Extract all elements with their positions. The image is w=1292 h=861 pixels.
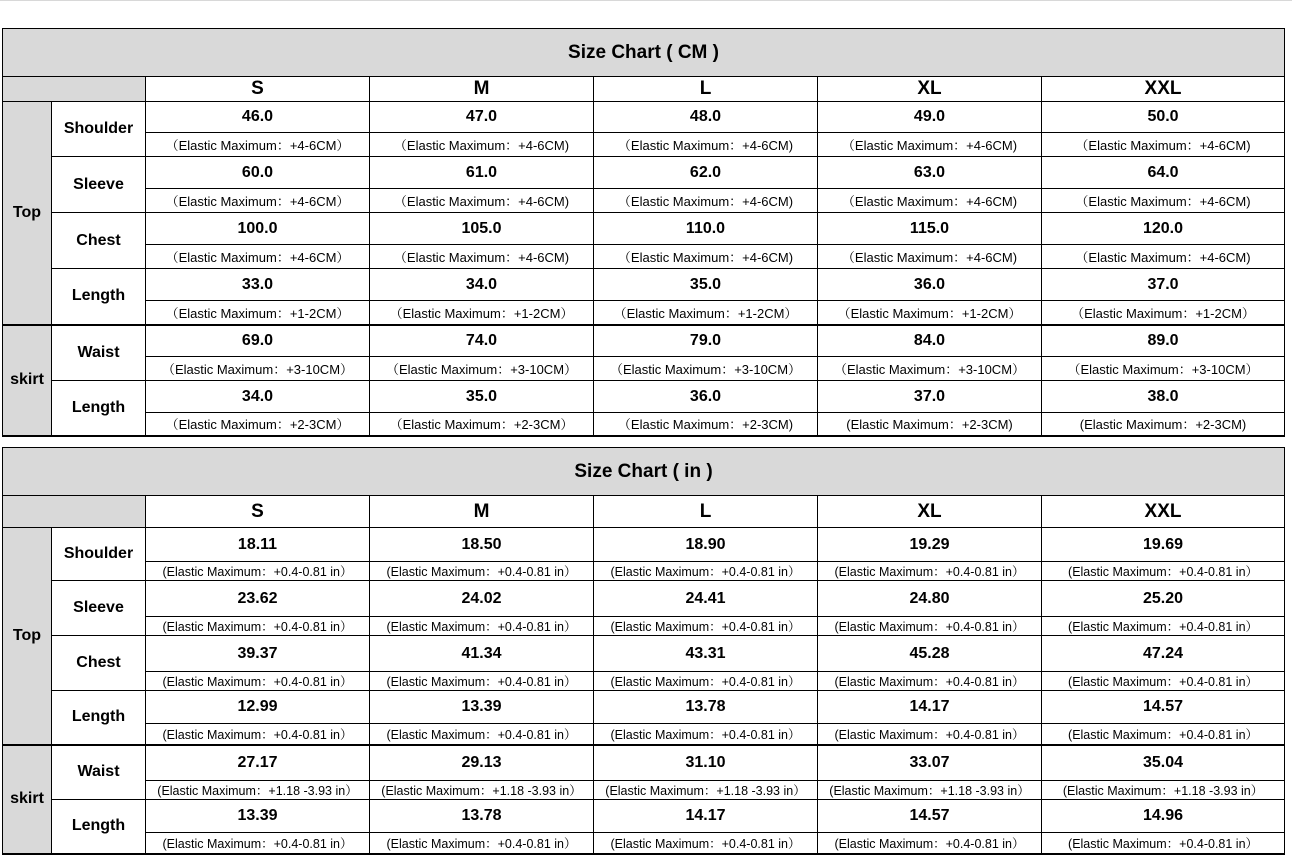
- measure-label-sleeve: Sleeve: [52, 157, 146, 213]
- value-cell: 13.39: [370, 691, 594, 724]
- value-cell: 41.34: [370, 636, 594, 672]
- value-cell: 33.07: [818, 745, 1042, 781]
- value-cell: 23.62: [146, 581, 370, 617]
- value-cell: 35.04: [1042, 745, 1285, 781]
- value-cell: 14.57: [1042, 691, 1285, 724]
- elastic-note: (Elastic Maximum：+0.4-0.81 in）: [370, 617, 594, 636]
- elastic-note: （Elastic Maximum：+4-6CM）: [146, 245, 370, 269]
- measure-label-waist: Waist: [52, 325, 146, 381]
- value-cell: 46.0: [146, 102, 370, 133]
- elastic-note: （Elastic Maximum：+4-6CM): [818, 133, 1042, 157]
- elastic-note: （Elastic Maximum：+4-6CM): [1042, 245, 1285, 269]
- value-cell: 61.0: [370, 157, 594, 189]
- size-chart-cm: [2, 28, 1285, 437]
- elastic-note: (Elastic Maximum：+1.18 -3.93 in）: [370, 781, 594, 800]
- measure-label-chest: Chest: [52, 213, 146, 269]
- value-cell: 110.0: [594, 213, 818, 245]
- elastic-note: （Elastic Maximum：+4-6CM): [594, 189, 818, 213]
- value-cell: 13.39: [146, 800, 370, 833]
- measure-label-skirt-length: Length: [52, 381, 146, 436]
- elastic-note: (Elastic Maximum：+0.4-0.81 in）: [146, 833, 370, 854]
- value-cell: 29.13: [370, 745, 594, 781]
- measure-label-length: Length: [52, 269, 146, 325]
- value-cell: 36.0: [594, 381, 818, 413]
- top-divider: [0, 0, 1292, 1]
- value-cell: 34.0: [146, 381, 370, 413]
- value-cell: 79.0: [594, 325, 818, 357]
- value-cell: 14.96: [1042, 800, 1285, 833]
- value-cell: 18.90: [594, 528, 818, 562]
- value-cell: 34.0: [370, 269, 594, 301]
- value-cell: 62.0: [594, 157, 818, 189]
- value-cell: 27.17: [146, 745, 370, 781]
- value-cell: 115.0: [818, 213, 1042, 245]
- value-cell: 24.02: [370, 581, 594, 617]
- elastic-note: （Elastic Maximum：+1-2CM）: [370, 301, 594, 325]
- elastic-note: (Elastic Maximum：+0.4-0.81 in）: [818, 833, 1042, 854]
- elastic-note: (Elastic Maximum：+0.4-0.81 in）: [594, 562, 818, 581]
- value-cell: 89.0: [1042, 325, 1285, 357]
- value-cell: 74.0: [370, 325, 594, 357]
- value-cell: 49.0: [818, 102, 1042, 133]
- size-header-l: L: [594, 496, 818, 528]
- value-cell: 37.0: [818, 381, 1042, 413]
- size-header-m: M: [370, 496, 594, 528]
- value-cell: 13.78: [370, 800, 594, 833]
- value-cell: 24.80: [818, 581, 1042, 617]
- elastic-note: （Elastic Maximum：+1-2CM）: [818, 301, 1042, 325]
- elastic-note: （Elastic Maximum：+4-6CM): [370, 245, 594, 269]
- elastic-note: （Elastic Maximum：+4-6CM): [594, 245, 818, 269]
- elastic-note: (Elastic Maximum：+0.4-0.81 in）: [594, 833, 818, 854]
- elastic-note: (Elastic Maximum：+0.4-0.81 in）: [370, 833, 594, 854]
- elastic-note: (Elastic Maximum：+0.4-0.81 in）: [370, 724, 594, 745]
- measure-label-waist: Waist: [52, 745, 146, 800]
- value-cell: 12.99: [146, 691, 370, 724]
- chart-title: Size Chart ( in ): [3, 448, 1285, 496]
- size-header-xxl: XXL: [1042, 77, 1285, 102]
- size-header-s: S: [146, 77, 370, 102]
- elastic-note: (Elastic Maximum：+0.4-0.81 in）: [146, 562, 370, 581]
- value-cell: 50.0: [1042, 102, 1285, 133]
- measure-label-shoulder: Shoulder: [52, 528, 146, 581]
- size-header-xxl: XXL: [1042, 496, 1285, 528]
- elastic-note: （Elastic Maximum：+4-6CM): [1042, 189, 1285, 213]
- elastic-note: (Elastic Maximum：+0.4-0.81 in）: [1042, 617, 1285, 636]
- measure-label-shoulder: Shoulder: [52, 102, 146, 157]
- measure-label-length: Length: [52, 691, 146, 745]
- value-cell: 14.17: [818, 691, 1042, 724]
- value-cell: 24.41: [594, 581, 818, 617]
- value-cell: 47.24: [1042, 636, 1285, 672]
- elastic-note: （Elastic Maximum：+4-6CM): [370, 189, 594, 213]
- elastic-note: （Elastic Maximum：+1-2CM）: [1042, 301, 1285, 325]
- value-cell: 19.69: [1042, 528, 1285, 562]
- size-chart-in: [2, 447, 1285, 855]
- value-cell: 14.17: [594, 800, 818, 833]
- value-cell: 36.0: [818, 269, 1042, 301]
- size-header-xl: XL: [818, 77, 1042, 102]
- elastic-note: （Elastic Maximum：+4-6CM): [818, 189, 1042, 213]
- elastic-note: （Elastic Maximum：+1-2CM）: [594, 301, 818, 325]
- elastic-note: (Elastic Maximum：+1.18 -3.93 in）: [818, 781, 1042, 800]
- header-corner: [3, 496, 146, 528]
- measure-label-chest: Chest: [52, 636, 146, 691]
- elastic-note: （Elastic Maximum：+4-6CM): [818, 245, 1042, 269]
- elastic-note: （Elastic Maximum：+1-2CM）: [146, 301, 370, 325]
- elastic-note: (Elastic Maximum：+0.4-0.81 in）: [818, 672, 1042, 691]
- measure-label-skirt-length: Length: [52, 800, 146, 854]
- value-cell: 33.0: [146, 269, 370, 301]
- elastic-note: (Elastic Maximum：+1.18 -3.93 in）: [1042, 781, 1285, 800]
- elastic-note: （Elastic Maximum：+2-3CM）: [146, 413, 370, 436]
- header-corner: [3, 77, 146, 102]
- size-header-xl: XL: [818, 496, 1042, 528]
- value-cell: 31.10: [594, 745, 818, 781]
- elastic-note: (Elastic Maximum：+0.4-0.81 in）: [146, 617, 370, 636]
- value-cell: 64.0: [1042, 157, 1285, 189]
- value-cell: 47.0: [370, 102, 594, 133]
- elastic-note: (Elastic Maximum：+2-3CM): [818, 413, 1042, 436]
- group-label-skirt: skirt: [3, 745, 52, 854]
- group-label-skirt: skirt: [3, 325, 52, 436]
- elastic-note: （Elastic Maximum：+3-10CM）: [146, 357, 370, 381]
- value-cell: 45.28: [818, 636, 1042, 672]
- elastic-note: （Elastic Maximum：+4-6CM): [370, 133, 594, 157]
- elastic-note: (Elastic Maximum：+0.4-0.81 in）: [818, 724, 1042, 745]
- elastic-note: (Elastic Maximum：+1.18 -3.93 in）: [146, 781, 370, 800]
- value-cell: 13.78: [594, 691, 818, 724]
- elastic-note: (Elastic Maximum：+0.4-0.81 in）: [1042, 833, 1285, 854]
- elastic-note: (Elastic Maximum：+0.4-0.81 in）: [1042, 724, 1285, 745]
- elastic-note: （Elastic Maximum：+4-6CM）: [146, 189, 370, 213]
- value-cell: 18.11: [146, 528, 370, 562]
- value-cell: 120.0: [1042, 213, 1285, 245]
- value-cell: 69.0: [146, 325, 370, 357]
- elastic-note: （Elastic Maximum：+4-6CM): [1042, 133, 1285, 157]
- elastic-note: (Elastic Maximum：+0.4-0.81 in）: [146, 724, 370, 745]
- elastic-note: （Elastic Maximum：+3-10CM）: [818, 357, 1042, 381]
- value-cell: 84.0: [818, 325, 1042, 357]
- value-cell: 35.0: [370, 381, 594, 413]
- value-cell: 38.0: [1042, 381, 1285, 413]
- elastic-note: （Elastic Maximum：+3-10CM）: [370, 357, 594, 381]
- elastic-note: (Elastic Maximum：+0.4-0.81 in）: [594, 724, 818, 745]
- value-cell: 43.31: [594, 636, 818, 672]
- elastic-note: （Elastic Maximum：+4-6CM）: [146, 133, 370, 157]
- measure-label-sleeve: Sleeve: [52, 581, 146, 636]
- size-header-l: L: [594, 77, 818, 102]
- value-cell: 35.0: [594, 269, 818, 301]
- elastic-note: （Elastic Maximum：+4-6CM): [594, 133, 818, 157]
- size-header-m: M: [370, 77, 594, 102]
- elastic-note: (Elastic Maximum：+2-3CM): [1042, 413, 1285, 436]
- group-label-top: Top: [3, 102, 52, 325]
- value-cell: 18.50: [370, 528, 594, 562]
- value-cell: 105.0: [370, 213, 594, 245]
- elastic-note: （Elastic Maximum：+2-3CM）: [370, 413, 594, 436]
- elastic-note: （Elastic Maximum：+2-3CM): [594, 413, 818, 436]
- elastic-note: (Elastic Maximum：+0.4-0.81 in）: [146, 672, 370, 691]
- value-cell: 19.29: [818, 528, 1042, 562]
- elastic-note: (Elastic Maximum：+0.4-0.81 in）: [1042, 672, 1285, 691]
- elastic-note: (Elastic Maximum：+0.4-0.81 in）: [594, 617, 818, 636]
- value-cell: 48.0: [594, 102, 818, 133]
- elastic-note: (Elastic Maximum：+0.4-0.81 in）: [818, 562, 1042, 581]
- elastic-note: (Elastic Maximum：+1.18 -3.93 in）: [594, 781, 818, 800]
- value-cell: 63.0: [818, 157, 1042, 189]
- value-cell: 100.0: [146, 213, 370, 245]
- elastic-note: （Elastic Maximum：+3-10CM）: [1042, 357, 1285, 381]
- elastic-note: (Elastic Maximum：+0.4-0.81 in）: [818, 617, 1042, 636]
- value-cell: 39.37: [146, 636, 370, 672]
- value-cell: 60.0: [146, 157, 370, 189]
- elastic-note: (Elastic Maximum：+0.4-0.81 in）: [370, 562, 594, 581]
- chart-title: Size Chart ( CM ): [3, 29, 1285, 77]
- value-cell: 25.20: [1042, 581, 1285, 617]
- group-label-top: Top: [3, 528, 52, 745]
- elastic-note: （Elastic Maximum：+3-10CM）: [594, 357, 818, 381]
- elastic-note: (Elastic Maximum：+0.4-0.81 in）: [594, 672, 818, 691]
- value-cell: 14.57: [818, 800, 1042, 833]
- elastic-note: (Elastic Maximum：+0.4-0.81 in）: [1042, 562, 1285, 581]
- size-header-s: S: [146, 496, 370, 528]
- elastic-note: (Elastic Maximum：+0.4-0.81 in）: [370, 672, 594, 691]
- value-cell: 37.0: [1042, 269, 1285, 301]
